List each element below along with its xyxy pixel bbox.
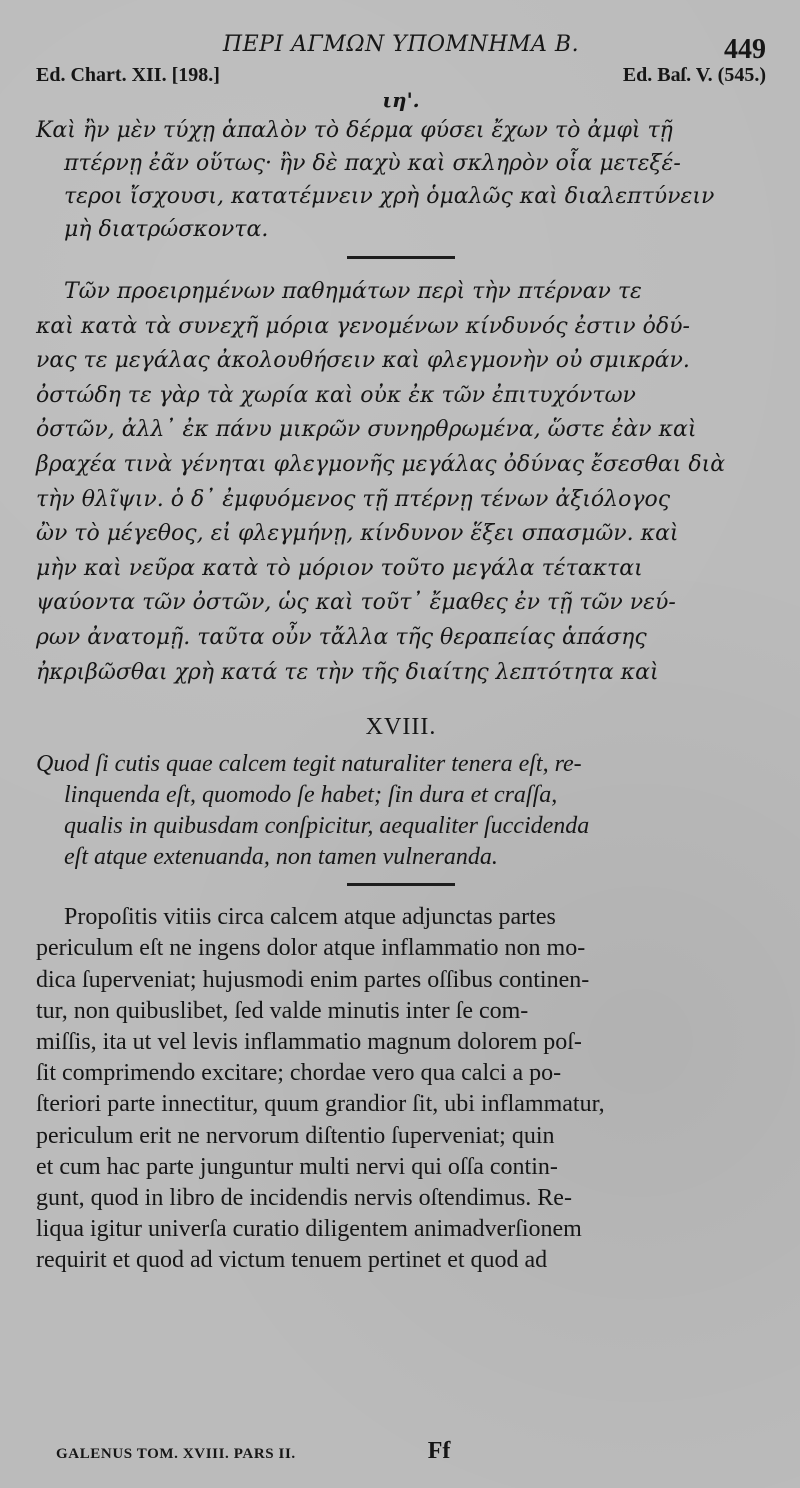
- section-subnumber: ιη'.: [382, 88, 420, 112]
- greek-body-paragraph: [36, 275, 766, 690]
- latin-body-line: requirit et quod ad victum tenuem pertinet et quod ad: [36, 1247, 548, 1274]
- section-rule: [347, 883, 455, 886]
- latin-body-line: Propoſitis vitiis circa calcem atque adjunctas partes: [64, 904, 556, 931]
- greek-body-line: ὢν τὸ μέγεθος, εἰ φλεγμήνῃ, κίνδυνον ἕξει σπασμῶν. καὶ: [36, 521, 679, 547]
- greek-body-line: τὴν θλῖψιν. ὁ δ᾽ ἐμφυόμενος τῇ πτέρνῃ τένων ἀξιόλογος: [36, 486, 671, 512]
- latin-body-line: ſteriori parte innectitur, quum grandior ſit, ubi inflammatur,: [36, 1091, 605, 1118]
- greek-body-line: νας τε μεγάλας ἀκολουθήσειν καὶ φλεγμονὴν οὐ σμικράν.: [36, 348, 690, 374]
- latin-heading: [36, 749, 766, 873]
- greek-heading-line: τεροι ἴσχουσι, κατατέμνειν χρὴ ὁμαλῶς καὶ διαλεπτύνειν: [64, 184, 715, 209]
- latin-body-paragraph: [36, 902, 766, 1276]
- section-number: XVIII.: [365, 714, 437, 741]
- latin-body-line: gunt, quod in libro de incidendis nervis oſtendimus. Re-: [36, 1184, 572, 1211]
- latin-body-line: periculum eſt ne ingens dolor atque inflammatio non mo-: [36, 935, 586, 962]
- greek-body-line: ρων ἀνατομῇ. ταῦτα οὖν τἄλλα τῆς θεραπείας ἁπάσης: [36, 624, 647, 650]
- greek-body-line: Τῶν προειρημένων παθημάτων περὶ τὴν πτέρναν τε: [64, 279, 642, 304]
- greek-body-line: ὀστώδη τε γὰρ τὰ χωρία καὶ οὐκ ἐκ τῶν ἐπιτυχόντων: [36, 382, 636, 408]
- greek-heading-line: Καὶ ἢν μὲν τύχῃ ἁπαλὸν τὸ δέρμα φύσει ἔχων τὸ ἀμφὶ τῇ: [36, 118, 673, 143]
- latin-heading-line: linquenda eſt, quomodo ſe habet; ſin dura et craſſa,: [64, 782, 558, 809]
- latin-body-line: liqua igitur univerſa curatio diligentem animadverſionem: [36, 1216, 582, 1243]
- greek-body-line: ὀστῶν, ἀλλ᾽ ἐκ πάνυ μικρῶν συνηρθρωμένα, ὥστε ἐὰν καὶ: [36, 417, 697, 443]
- latin-body-line: et cum hac parte junguntur multi nervi qui oſſa contin-: [36, 1153, 558, 1180]
- latin-body-line: periculum erit ne nervorum diſtentio ſuperveniat; quin: [36, 1122, 555, 1149]
- latin-body-line: miſſis, ita ut vel levis inflammatio magnum dolorem poſ-: [36, 1028, 582, 1055]
- latin-body-line: ſit comprimendo excitare; chordae vero qua calci a po-: [36, 1060, 562, 1087]
- section-rule: [347, 256, 455, 259]
- edition-line: [36, 64, 766, 90]
- latin-body-line: dica ſuperveniat; hujusmodi enim partes oſſibus continen-: [36, 966, 590, 993]
- latin-body-line: tur, non quibuslibet, ſed valde minutis inter ſe com-: [36, 997, 529, 1024]
- greek-heading: [36, 114, 766, 246]
- edition-right: Ed. Baſ. V. (545.): [622, 64, 766, 86]
- footer-mark: Ff: [427, 1438, 451, 1464]
- footer-signature: GALENUS TOM. XVIII. PARS II.: [56, 1446, 296, 1462]
- greek-heading-line: μὴ διατρώσκοντα.: [64, 217, 269, 242]
- greek-body: [36, 275, 766, 690]
- latin-heading-line: eſt atque extenuanda, non tamen vulneranda.: [64, 844, 498, 871]
- greek-heading-line: πτέρνῃ ἐᾶν οὕτως· ἢν δὲ παχὺ καὶ σκληρὸν οἷα μετεξέ-: [64, 151, 681, 176]
- greek-heading-paragraph: [36, 114, 766, 246]
- latin-body: [36, 902, 766, 1276]
- edition-left: Ed. Chart. XII. [198.]: [36, 64, 220, 86]
- greek-body-line: βραχέα τινὰ γένηται φλεγμονῆς μεγάλας ὀδύνας ἔσεσθαι διὰ: [36, 451, 726, 477]
- latin-heading-line: Quod ſi cutis quae calcem tegit naturaliter tenera eſt, re-: [36, 751, 582, 778]
- page-footer: [56, 1438, 764, 1465]
- page-number: 449: [724, 34, 766, 65]
- greek-body-line: μὴν καὶ νεῦρα κατὰ τὸ μόριον τοῦτο μεγάλα τέτακται: [36, 555, 643, 581]
- greek-body-line: ψαύοντα τῶν ὀστῶν, ὡς καὶ τοῦτ᾽ ἔμαθες ἐν τῇ τῶν νεύ-: [36, 590, 676, 616]
- greek-body-line: καὶ κατὰ τὰ συνεχῆ μόρια γενομένων κίνδυνός ἐστιν ὀδύ-: [36, 313, 690, 339]
- running-title: ΠΕΡΙ ΑΓΜΩΝ ΥΠΟΜΝΗΜΑ Β.: [222, 32, 580, 57]
- latin-heading-paragraph: [36, 749, 766, 873]
- greek-body-line: ἠκριβῶσθαι χρὴ κατά τε τὴν τῆς διαίτης λεπτότητα καὶ: [36, 659, 659, 685]
- running-head: [36, 30, 766, 64]
- latin-heading-line: qualis in quibusdam conſpicitur, aequaliter ſuccidenda: [64, 813, 590, 840]
